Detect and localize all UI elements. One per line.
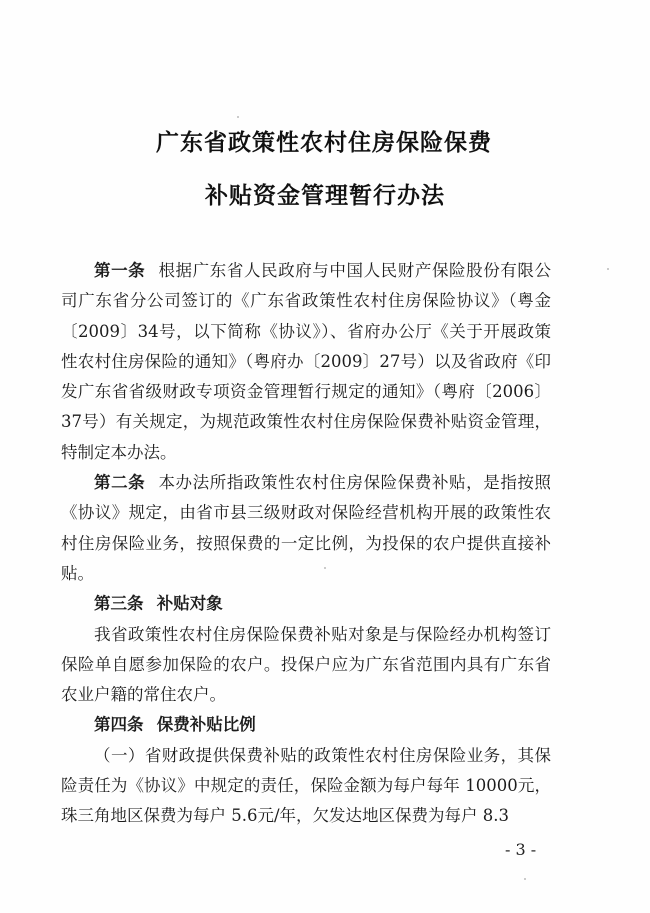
scan-speck xyxy=(607,268,609,270)
article-2-label: 第二条 xyxy=(94,473,146,493)
document-title-line-1: 广东省政策性农村住房保险保费 xyxy=(156,130,492,156)
scan-speck xyxy=(237,116,239,118)
article-4-label: 第四条 xyxy=(94,715,144,735)
article-4-text: （一）省财政提供保费补贴的政策性农村住房保险业务，其保险责任为《协议》中规定的责任，保险金额为每户每年 10000元，珠三角地区保费为每户 5.6元/年，欠发达地区保费为每户 8.3 xyxy=(61,745,551,826)
article-1-label: 第一条 xyxy=(94,261,146,280)
article-4-heading xyxy=(61,710,551,740)
document-title-line-2: 补贴资金管理暂行办法 xyxy=(205,183,445,209)
article-3-text: 我省政策性农村住房保险保费补贴对象是与保险经办机构签订保险单自愿参加保险的农户。投保户应为广东省范围内具有广东省农业户籍的常住农户。 xyxy=(61,624,551,705)
article-2-text: 本办法所指政策性农村住房保险保费补贴，是指按照《协议》规定，由省市县三级财政对保险经营机构开展的政策性农村住房保险业务，按照保费的一定比例，为投保的农户提供直接补贴。 xyxy=(61,473,552,583)
scan-speck xyxy=(524,878,526,880)
article-2 xyxy=(61,468,551,589)
article-1 xyxy=(61,256,551,468)
article-4-heading-text: 保费补贴比例 xyxy=(156,715,256,735)
article-3-heading xyxy=(61,589,551,619)
document-body xyxy=(61,256,551,832)
article-1-text: 根据广东省人民政府与中国人民财产保险股份有限公司广东省分公司签订的《广东省政策性农村住房保险协议》（粤金〔2009〕34号，以下简称《协议》）、省府办公厅《关于开展政策性农村住房保险的通知》（粤府办〔2009〕27号）以及省政府《印发广东省省级财政专项资金管理暂行规定的通知》（粤府〔2006〕37号）有关规定，为规范政策性农村住房保险保费补贴资金管理，特制定本办法。 xyxy=(61,261,552,462)
article-3-heading-text: 补贴对象 xyxy=(156,594,223,614)
article-3-label: 第三条 xyxy=(94,594,144,614)
scan-speck xyxy=(324,567,326,569)
page-number: - 3 - xyxy=(505,840,537,859)
